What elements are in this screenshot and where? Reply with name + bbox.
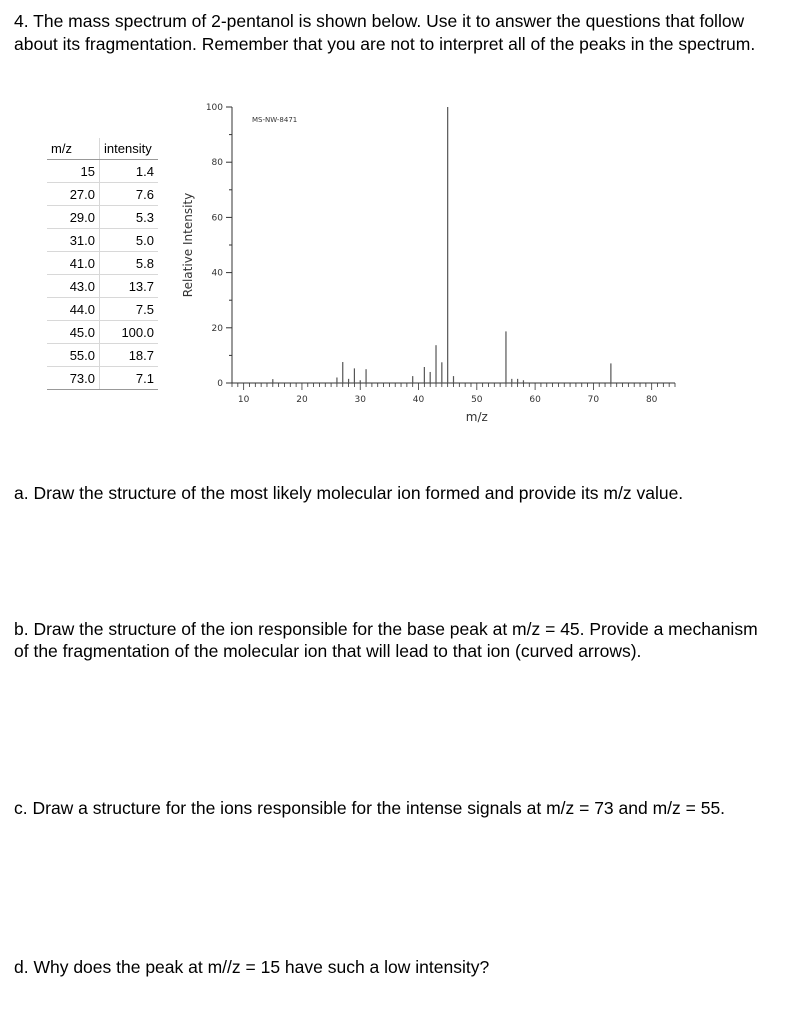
mz-cell: 15 (47, 160, 100, 183)
y-tick-label: 0 (217, 379, 223, 389)
intensity-cell: 7.1 (100, 367, 159, 390)
table-row (47, 298, 158, 321)
mz-intensity-table (47, 138, 158, 390)
table-row (47, 206, 158, 229)
table-row (47, 344, 158, 367)
mass-spectrum-chart (170, 95, 690, 430)
x-tick-label: 20 (296, 395, 308, 405)
header-mz: m/z (47, 138, 100, 160)
mz-cell: 55.0 (47, 344, 100, 367)
table-row (47, 275, 158, 298)
table-row (47, 367, 158, 390)
x-tick-label: 50 (471, 395, 483, 405)
intensity-cell: 13.7 (100, 275, 159, 298)
intensity-cell: 5.8 (100, 252, 159, 275)
mz-cell: 41.0 (47, 252, 100, 275)
table-row (47, 183, 158, 206)
intensity-cell: 1.4 (100, 160, 159, 183)
x-axis-label: m/z (465, 410, 488, 424)
intensity-cell: 100.0 (100, 321, 159, 344)
mz-cell: 44.0 (47, 298, 100, 321)
chart-title: MS-NW-8471 (252, 116, 298, 124)
y-tick-label: 100 (205, 103, 223, 113)
mz-cell: 45.0 (47, 321, 100, 344)
intensity-cell: 7.6 (100, 183, 159, 206)
question-part-b: b. Draw the structure of the ion responsible for the base peak at m/z = 45. Provide a mechanism of the fragmentation of the molecular ion that will lead to that ion (curved arrows). (14, 619, 758, 661)
intensity-cell: 5.0 (100, 229, 159, 252)
y-tick-label: 20 (211, 323, 223, 334)
table-row (47, 321, 158, 344)
x-tick-label: 80 (645, 395, 658, 405)
header-intensity: intensity (100, 138, 159, 160)
mz-cell: 27.0 (47, 183, 100, 206)
question-part-d: d. Why does the peak at m//z = 15 have such a low intensity? (14, 957, 490, 977)
x-tick-label: 70 (587, 395, 600, 405)
y-axis-label: Relative Intensity (181, 192, 195, 298)
mz-cell: 73.0 (47, 367, 100, 390)
mz-cell: 31.0 (47, 229, 100, 252)
x-tick-label: 40 (412, 395, 425, 405)
mz-cell: 29.0 (47, 206, 100, 229)
x-tick-label: 10 (237, 395, 250, 405)
question-part-a: a. Draw the structure of the most likely molecular ion formed and provide its m/z value. (14, 483, 684, 503)
question-intro: 4. The mass spectrum of 2-pentanol is shown below. Use it to answer the questions that follow about its fragmentation. Remember that you are not to interpret all of the peaks in the spectrum. (14, 11, 756, 54)
x-tick-label: 60 (529, 395, 541, 405)
intensity-cell: 5.3 (100, 206, 159, 229)
intensity-cell: 7.5 (100, 298, 159, 321)
mz-cell: 43.0 (47, 275, 100, 298)
y-tick-label: 40 (211, 268, 223, 279)
table-header-row (47, 138, 158, 160)
intensity-cell: 18.7 (100, 344, 159, 367)
table-row (47, 160, 158, 183)
question-part-c: c. Draw a structure for the ions responsible for the intense signals at m/z = 73 and m/z = 55. (14, 798, 726, 818)
y-tick-label: 60 (211, 213, 223, 224)
y-tick-label: 80 (211, 158, 223, 169)
x-tick-label: 30 (354, 395, 366, 405)
table-row (47, 252, 158, 275)
table-row (47, 229, 158, 252)
